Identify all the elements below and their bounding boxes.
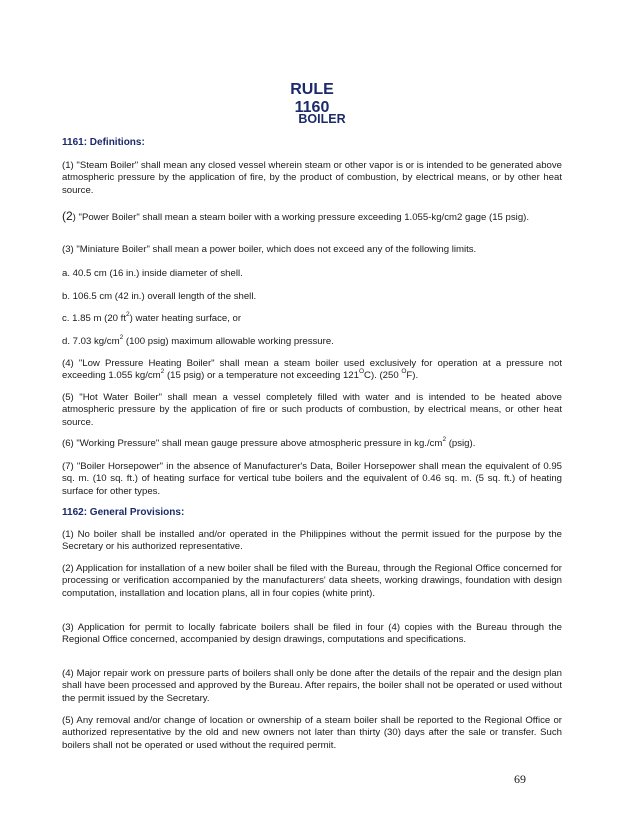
definition-4-text: F). [406,370,419,382]
provision-4: (4) Major repair work on pressure parts of boilers shall only be done after the details of the repair and the design plan shall have been processed and approved by the Bureau. After repairs, the boiler shall not be operated or used without the permit issued by the Secretary. [62,668,562,704]
limit-c-text-end: ) water heating surface, or [129,313,242,324]
definition-6-text-end: (psig). [446,438,476,449]
definition-2-number: (2 [62,209,73,223]
definition-5: (5) "Hot Water Boiler" shall mean a vessel completely filled with water and is intended to be heated above atmospheric pressure by the application of fire or such products of combustion, by electrical means, or other heat source. [62,392,562,428]
degree-sup: O [401,368,407,376]
definition-4-text: C). (250 [364,370,402,382]
definition-4-text: (15 psig) or a temperature not exceeding 121 [164,370,359,382]
definition-7: (7) "Boiler Horsepower" in the absence of Manufacturer's Data, Boiler Horsepower shall mean the equivalent of 0.95 sq. m. (10 sq. ft.) of heating surface for vertical tube boilers and the equivalent of 0.46 sq. m. (5 sq. ft.) of heating surface for other types. [62,461,562,497]
definition-6 [62,435,562,450]
limit-d [62,333,562,348]
page-number: 69 [514,772,526,786]
definitions-heading: 1161: Definitions: [62,137,145,148]
degree-sup: O [358,368,365,376]
definition-2-text: ) "Power Boiler" shall mean a steam boiler with a working pressure exceeding 1.055-kg/cm2 gage (15 psig). [72,212,530,223]
limit-d-text: d. 7.03 kg/cm [62,336,120,347]
limit-d-sup: 2 [119,333,124,341]
provision-3: (3) Application for permit to locally fabricate boilers shall be filed in four (4) copies with the Bureau through the Regional Office concerned, accompanied by design drawings, computations and specifications. [62,622,562,646]
definition-1: (1) "Steam Boiler" shall mean any closed vessel wherein steam or other vapor is or is intended to be generated above atmospheric pressure by the application of fire, by the product of combustion, by electrical means, or by other heat source. [62,160,562,196]
limit-c-text: c. 1.85 m (20 ft [62,313,126,324]
limit-a: a. 40.5 cm (16 in.) inside diameter of shell. [62,268,243,279]
rule-subject: BOILER [298,112,346,126]
definition-6-sup: 2 [442,435,447,443]
rule-title: RULE 1160 [290,81,334,116]
limit-b: b. 106.5 cm (42 in.) overall length of the shell. [62,291,257,302]
definition-6-text: (6) "Working Pressure" shall mean gauge pressure above atmospheric pressure in kg./cm [62,438,443,449]
definition-4-text: (4) "Low Pressure Heating Boiler" shall mean a steam boiler used exclusively for operation at a pressure not exceeding 1.055 kg/cm [62,358,562,382]
limit-d-text-end: (100 psig) maximum allowable working pressure. [123,336,334,347]
limit-c [62,310,562,325]
definition-4-sup: 2 [160,368,165,376]
provision-2: (2) Application for installation of a new boiler shall be filed with the Bureau, through the Regional Office concerned for processing or verification accompanied by the manufacturers' data sheets, working drawings, foundation with design computation, installation and location plans, all in four copies (white print). [62,563,562,599]
definition-3: (3) "Miniature Boiler" shall mean a power boiler, which does not exceed any of the following limits. [62,244,477,255]
general-provisions-heading: 1162: General Provisions: [62,507,185,518]
limit-c-sup: 2 [126,310,130,318]
definition-2 [62,210,562,224]
definition-4 [62,358,562,383]
provision-1: (1) No boiler shall be installed and/or operated in the Philippines without the permit issued for the purpose by the Secretary or his authorized representative. [62,529,562,553]
provision-5: (5) Any removal and/or change of location or ownership of a steam boiler shall be reported to the Regional Office or authorized representative by the old and new owners not later than thirty (30) days after the sale or transfer. Such boilers shall not be operated or used without the required permit. [62,715,562,751]
